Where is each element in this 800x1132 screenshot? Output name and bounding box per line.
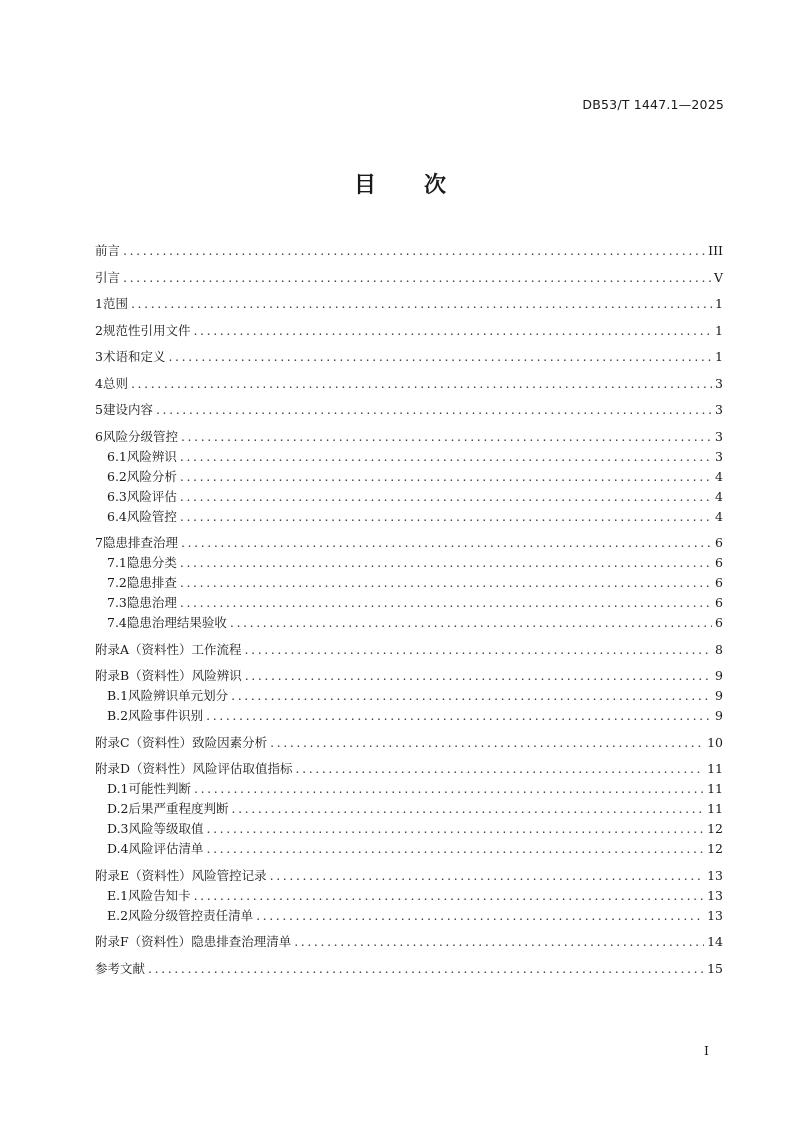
toc-entry-label: 隐患分类 [126,555,177,570]
toc-dot-leader [193,321,712,341]
toc-entry-label: 风险评估清单 [128,841,204,856]
toc-entry-page: 8 [715,641,723,657]
toc-entry[interactable] [95,932,723,952]
table-of-contents [95,241,723,979]
toc-entry-label: 规范性引用文件 [102,322,191,338]
toc-entry-label: 术语和定义 [102,349,166,364]
toc-entry-page: 3 [715,448,723,464]
toc-entry-number: 7.2 [107,575,127,590]
toc-entry-number: 6.4 [107,508,127,524]
toc-entry-page: 4 [715,508,723,524]
toc-entry-page: III [708,243,723,258]
toc-entry-label: 范围 [102,296,128,311]
toc-entry[interactable] [95,613,723,633]
toc-entry[interactable] [95,640,723,660]
toc-entry-page: 1 [715,296,723,311]
toc-entry[interactable] [95,706,723,726]
toc-dot-leader [206,706,712,726]
toc-entry-page: 11 [707,761,723,776]
toc-entry-page: 13 [707,907,723,923]
toc-entry-number: 附录C（资料性） [95,734,193,750]
toc-entry[interactable] [95,241,723,261]
page-title [0,168,800,199]
toc-entry-number: B.2 [107,708,129,723]
toc-entry-page: 10 [707,734,723,750]
toc-dot-leader [148,959,704,979]
toc-entry-page: 13 [707,887,723,903]
toc-dot-leader [180,467,712,487]
toc-entry-page: 14 [707,934,723,949]
toc-dot-leader [181,533,712,553]
toc-dot-leader [168,347,712,367]
toc-entry-label: 隐患排查治理清单 [191,934,292,949]
toc-entry[interactable] [95,866,723,886]
toc-entry-number: E.1 [107,887,129,903]
toc-entry-label: 致险因素分析 [192,734,268,750]
toc-entry-number: 6.2 [107,468,127,484]
toc-entry-number: 附录A（资料性） [95,641,192,657]
toc-entry[interactable] [95,573,723,593]
toc-entry-page: 3 [715,402,723,417]
toc-entry-number: 7 [95,535,103,550]
toc-entry-number: 6.3 [107,488,127,504]
toc-dot-leader [180,553,712,573]
toc-entry-page: 12 [707,821,723,836]
toc-entry-number: 附录E（资料性） [95,867,192,883]
toc-entry-label: 隐患治理 [126,595,177,610]
toc-entry-label: 可能性判断 [128,781,192,796]
toc-entry-number: D.1 [107,781,129,796]
toc-entry[interactable] [95,959,723,979]
toc-entry-number: 7.3 [107,595,127,610]
toc-entry-number: E.2 [107,907,129,923]
toc-entry-label: 风险分级管控责任清单 [128,907,254,923]
toc-entry-page: 6 [715,535,723,550]
toc-dot-leader [131,294,712,314]
toc-entry[interactable] [95,347,723,367]
toc-entry-label: 风险分级管控 [102,428,178,444]
title-char-2: 次 [424,173,447,198]
toc-entry-number: 附录F（资料性） [95,934,192,949]
toc-entry-label: 隐患排查治理 [102,535,178,550]
toc-dot-leader [245,640,713,660]
toc-entry-number: D.4 [107,841,129,856]
toc-entry-label: 隐患治理结果验收 [126,615,227,630]
toc-dot-leader [256,906,704,926]
toc-entry-page: 4 [715,468,723,484]
toc-entry[interactable] [95,799,723,819]
toc-entry-page: 6 [715,595,723,610]
toc-dot-leader [207,839,705,859]
toc-entry-label: 隐患排查 [126,575,177,590]
toc-entry-label: 风险评估取值指标 [192,761,293,776]
toc-entry[interactable] [95,507,723,527]
toc-dot-leader [180,507,712,527]
toc-entry-page: 9 [715,688,723,703]
toc-entry-label: 前言 [95,243,121,258]
toc-entry-number: 附录D（资料性） [95,761,193,776]
toc-entry-number: 附录B（资料性） [95,668,192,683]
toc-entry-label: 后果严重程度判断 [128,801,229,816]
toc-entry[interactable] [95,487,723,507]
document-code: DB53/T 1447.1—2025 [582,97,724,112]
toc-entry-label: 参考文献 [95,960,146,976]
toc-dot-leader [131,374,712,394]
toc-entry-page: V [713,269,723,285]
toc-entry-page: 11 [707,781,723,796]
toc-entry[interactable] [95,321,723,341]
toc-entry-page: 9 [715,708,723,723]
toc-dot-leader [194,886,705,906]
toc-dot-leader [232,799,705,819]
toc-dot-leader [207,819,705,839]
toc-entry-page: 15 [707,960,723,976]
toc-dot-leader [123,241,705,261]
toc-entry-page: 1 [715,322,723,338]
toc-entry-number: 3 [95,349,103,364]
toc-dot-leader [245,666,712,686]
toc-entry[interactable] [95,839,723,859]
toc-dot-leader [180,573,712,593]
toc-entry[interactable] [95,666,723,686]
toc-entry-page: 13 [707,867,723,883]
toc-entry[interactable] [95,533,723,553]
toc-entry-label: 风险管控 [126,508,177,524]
toc-entry-label: 风险分析 [126,468,177,484]
toc-entry[interactable] [95,593,723,613]
page-number: I [704,1043,709,1058]
toc-entry-number: D.3 [107,821,129,836]
toc-dot-leader [230,613,712,633]
toc-dot-leader [180,447,712,467]
toc-entry[interactable] [95,779,723,799]
toc-entry[interactable] [95,374,723,394]
toc-entry[interactable] [95,759,723,779]
toc-entry-label: 风险等级取值 [128,821,204,836]
toc-dot-leader [181,427,712,447]
toc-entry[interactable] [95,447,723,467]
toc-dot-leader [123,268,711,288]
toc-entry-number: 5 [95,402,103,417]
toc-entry[interactable] [95,906,723,926]
toc-entry-number: 7.1 [107,555,127,570]
toc-entry[interactable] [95,427,723,447]
title-char-1: 目 [353,173,376,198]
toc-entry-page: 4 [715,488,723,504]
toc-entry-page: 6 [715,615,723,630]
toc-entry-number: 4 [95,375,103,391]
toc-entry-label: 总则 [102,375,128,391]
toc-entry[interactable] [95,886,723,906]
toc-entry-label: 风险辨识 [126,448,177,464]
toc-entry-page: 3 [715,428,723,444]
toc-entry-label: 风险管控记录 [191,867,267,883]
toc-dot-leader [194,779,704,799]
toc-entry-page: 6 [715,575,723,590]
toc-entry[interactable] [95,268,723,288]
toc-entry-label: 风险辨识单元划分 [128,688,229,703]
toc-dot-leader [180,593,712,613]
toc-entry-number: 6 [95,428,103,444]
toc-entry-label: 风险告知卡 [128,887,191,903]
toc-dot-leader [156,400,712,420]
toc-entry[interactable] [95,819,723,839]
toc-entry[interactable] [95,733,723,753]
toc-entry-page: 11 [707,801,723,816]
toc-dot-leader [296,759,705,779]
toc-entry[interactable] [95,400,723,420]
toc-entry-number: B.1 [107,688,129,703]
toc-dot-leader [270,866,704,886]
toc-entry-label: 工作流程 [191,641,242,657]
toc-entry-number: D.2 [107,801,129,816]
toc-entry-number: 6.1 [107,448,127,464]
toc-dot-leader [180,487,712,507]
toc-entry-page: 6 [715,555,723,570]
toc-entry[interactable] [95,467,723,487]
toc-entry[interactable] [95,294,723,314]
toc-entry-page: 12 [707,841,723,856]
toc-entry-number: 2 [95,322,103,338]
toc-entry-label: 引言 [95,269,121,285]
toc-dot-leader [270,733,704,753]
toc-entry-label: 风险评估 [126,488,177,504]
toc-entry-label: 建设内容 [102,402,153,417]
toc-entry-page: 3 [715,375,723,391]
toc-dot-leader [231,686,712,706]
toc-entry-label: 风险事件识别 [128,708,204,723]
toc-entry[interactable] [95,686,723,706]
toc-entry-number: 1 [95,296,103,311]
toc-entry-page: 1 [715,349,723,364]
toc-dot-leader [294,932,704,952]
toc-entry-label: 风险辨识 [191,668,242,683]
toc-entry[interactable] [95,553,723,573]
toc-entry-page: 9 [715,668,723,683]
toc-entry-number: 7.4 [107,615,127,630]
